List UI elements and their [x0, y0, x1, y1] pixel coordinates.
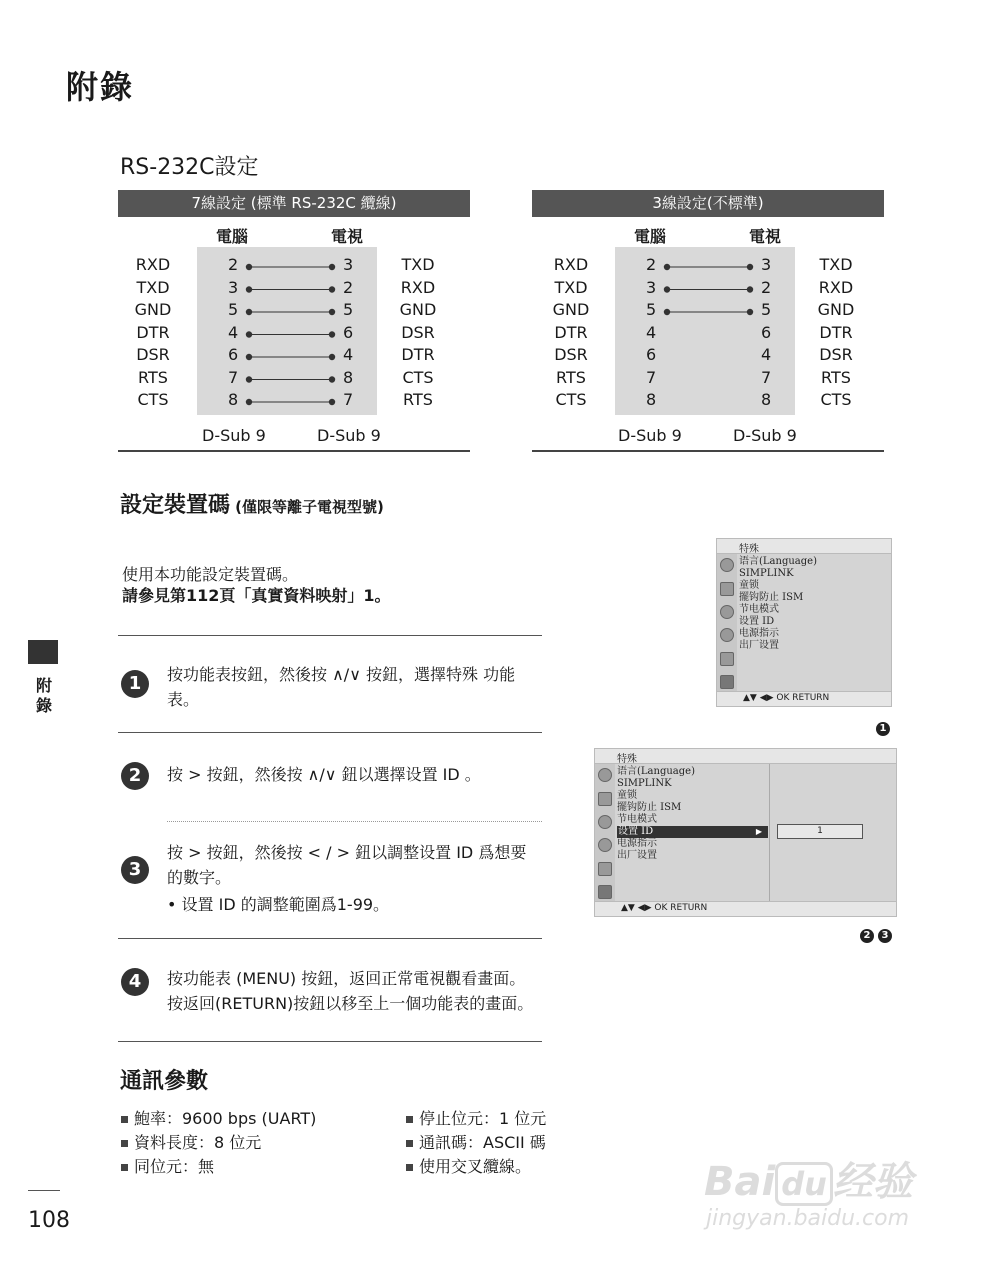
menu-footer	[595, 901, 896, 916]
menu-item-label: 擺钩防止 ISM	[739, 592, 804, 603]
watermark-url: jingyan.baidu.com	[706, 1206, 910, 1231]
input-icon	[598, 885, 612, 899]
wiring-diagram	[118, 190, 470, 452]
picture-icon	[720, 558, 734, 572]
menu-item-label: 出厂设置	[739, 640, 779, 651]
col-pc-label: 電腦	[634, 227, 667, 246]
menu-item-label: 出厂设置	[617, 850, 657, 861]
menu-header	[595, 749, 896, 764]
step-3-line1: 按 > 按鈕，然後按 < / > 鈕以調整设置 ID 爲想要	[167, 843, 527, 862]
menu-screenshot-1	[716, 538, 892, 707]
signal-name-pc: CTS	[555, 390, 587, 409]
menu-item[interactable]	[739, 580, 759, 592]
comm-param	[406, 1155, 546, 1179]
menu-item-label: 语言(Language)	[739, 556, 817, 567]
menu-item-label: 设置 ID	[739, 616, 775, 627]
signal-name-pc: CTS	[137, 390, 169, 409]
step-3-bullet-text: 设置 ID 的調整範圍爲1-99。	[181, 895, 390, 914]
time-icon	[720, 628, 734, 642]
signal-name-tv: DSR	[401, 322, 435, 342]
comm-title: 通訊參數	[120, 1069, 209, 1094]
pin-number-tv: 2	[761, 277, 772, 297]
audio-icon	[720, 605, 734, 619]
step-4-text	[167, 966, 567, 1016]
menu-item-label: 擺钩防止 ISM	[617, 802, 682, 813]
pin-number-pc: 4	[228, 322, 239, 342]
comm-param-text: 同位元：無	[134, 1157, 215, 1176]
pin-number-tv: 7	[761, 367, 772, 387]
wire-endpoint	[329, 286, 335, 292]
signal-name-pc: RXD	[553, 255, 589, 274]
dsub-tv-label: D-Sub 9	[733, 426, 797, 445]
comm-param	[121, 1155, 316, 1179]
comm-param	[406, 1107, 546, 1131]
signal-name-tv: TXD	[819, 255, 853, 274]
menu-item[interactable]	[739, 628, 779, 640]
pin-number-pc: 7	[646, 367, 657, 387]
comm-param-text: 通訊碼：ASCII 碼	[419, 1133, 546, 1152]
signal-name-tv: RXD	[818, 277, 854, 297]
menu-header-label: 特殊	[739, 544, 759, 555]
menu-footer-text: ▲▼ ◀▶ OK RETURN	[621, 903, 708, 913]
bullet-square-icon	[406, 1140, 413, 1147]
wire-endpoint	[246, 376, 252, 382]
comm-param	[121, 1131, 316, 1155]
step-3-line2: 的數字。	[167, 868, 232, 887]
menu-item-label: 电源指示	[617, 838, 657, 849]
step-3-bullet: • 设置 ID 的調整範圍爲1-99。	[167, 895, 390, 914]
menu-item[interactable]	[617, 802, 681, 814]
wiring-diagram	[532, 190, 884, 452]
bullet-square-icon	[406, 1164, 413, 1171]
menu-item-label: 设置 ID	[618, 826, 654, 837]
wire-endpoint	[747, 286, 753, 292]
setid-intro	[122, 564, 391, 606]
signal-name-tv: DTR	[819, 322, 853, 342]
comm-param-text: 鮑率：9600 bps (UART)	[134, 1109, 317, 1128]
watermark-brand-box: du	[775, 1162, 833, 1206]
wire-endpoint	[329, 376, 335, 382]
pin-number-pc: 3	[228, 277, 239, 297]
signal-name-pc: GND	[134, 300, 172, 319]
col-pc-label: 電腦	[216, 227, 249, 246]
menu-footer-text: ▲▼ ◀▶ OK RETURN	[743, 693, 830, 703]
pin-number-tv: 6	[343, 322, 354, 342]
divider	[118, 635, 542, 636]
side-tab-char: 附	[36, 676, 53, 695]
signal-name-pc: RXD	[135, 255, 171, 274]
screenshot-3-badge: 3	[878, 929, 892, 943]
wire-endpoint	[246, 286, 252, 292]
pin-number-tv: 6	[761, 322, 772, 342]
signal-name-tv: GND	[399, 300, 437, 319]
menu-item[interactable]	[739, 556, 817, 568]
screen-icon	[720, 582, 734, 596]
signal-name-pc: DSR	[136, 345, 170, 364]
menu-item-label: 电源指示	[739, 628, 779, 639]
bullet-square-icon	[121, 1140, 128, 1147]
page-number-rule	[28, 1190, 60, 1191]
signal-name-tv: DSR	[819, 345, 853, 364]
setid-heading	[120, 488, 384, 519]
wire-endpoint	[747, 309, 753, 315]
pin-number-pc: 5	[228, 300, 239, 319]
pin-number-pc: 6	[646, 345, 657, 364]
menu-item-label: SIMPLINK	[739, 568, 794, 579]
wire-endpoint	[664, 286, 670, 292]
menu-item[interactable]	[617, 766, 695, 778]
signal-name-pc: RTS	[556, 367, 586, 387]
table-rule	[118, 450, 470, 452]
comm-params-right	[406, 1107, 546, 1179]
option-icon	[598, 862, 612, 876]
watermark-brand: Bai	[704, 1159, 776, 1205]
menu-footer	[717, 691, 891, 706]
pin-number-tv: 3	[343, 255, 354, 274]
menu-item-selected[interactable]	[617, 826, 768, 838]
menu-item-label: 节电模式	[739, 604, 779, 615]
wire-endpoint	[246, 309, 252, 315]
pin-number-tv: 4	[343, 345, 354, 364]
menu-item-label: 节电模式	[617, 814, 657, 825]
signal-name-tv: GND	[817, 300, 855, 319]
signal-name-pc: TXD	[136, 277, 170, 297]
comm-params-left	[121, 1107, 316, 1179]
bullet-square-icon	[121, 1116, 128, 1123]
divider	[118, 1041, 542, 1042]
signal-name-tv: RTS	[403, 390, 433, 409]
time-icon	[598, 838, 612, 852]
pin-number-pc: 6	[228, 345, 239, 364]
wire-endpoint	[329, 331, 335, 337]
wire-endpoint	[329, 309, 335, 315]
signal-name-tv: RTS	[821, 367, 851, 387]
menu-header-label: 特殊	[617, 754, 637, 765]
dsub-tv-label: D-Sub 9	[317, 426, 381, 445]
menu-item-label: SIMPLINK	[617, 778, 672, 789]
page-title: 附錄	[66, 68, 135, 106]
menu-item[interactable]	[617, 778, 672, 790]
pin-number-tv: 4	[761, 345, 772, 364]
menu-item-label: 语言(Language)	[617, 766, 695, 777]
step-2-badge: 2	[121, 762, 149, 790]
signal-name-pc: DSR	[554, 345, 588, 364]
signal-name-pc: TXD	[554, 277, 588, 297]
pin-number-tv: 7	[343, 390, 354, 409]
screen-icon	[598, 792, 612, 806]
submenu-arrow-icon: ▶	[755, 827, 762, 836]
comm-param-text: 使用交叉纜線。	[419, 1157, 532, 1176]
comm-param	[121, 1107, 316, 1131]
dsub-pc-label: D-Sub 9	[618, 426, 682, 445]
pin-number-pc: 7	[228, 367, 239, 387]
menu-item-label: 童锁	[739, 580, 759, 591]
menu-header	[717, 539, 891, 554]
step-2-text: 按 > 按鈕，然後按 ∧/∨ 鈕以選擇设置 ID 。	[167, 765, 481, 784]
comm-param	[406, 1131, 546, 1155]
pin-number-pc: 3	[646, 277, 657, 297]
audio-icon	[598, 815, 612, 829]
setid-value-field[interactable]: 1	[777, 824, 863, 839]
rs232-3wire-header: 3線設定(不標準)	[532, 190, 884, 217]
comm-param-text: 資料長度：8 位元	[134, 1133, 262, 1152]
step-4-line2: 按返回(RETURN)按鈕以移至上一個功能表的畫面。	[167, 994, 534, 1013]
pin-number-pc: 8	[228, 390, 239, 409]
picture-icon	[598, 768, 612, 782]
step-4-line1: 按功能表 (MENU) 按鈕，返回正常電視觀看畫面。	[167, 969, 526, 988]
menu-item[interactable]	[617, 814, 657, 826]
page-number: 108	[28, 1208, 70, 1233]
side-tab-marker	[28, 640, 58, 664]
pin-number-pc: 2	[646, 255, 657, 274]
menu-screenshot-2	[594, 748, 897, 917]
wire-endpoint	[246, 331, 252, 337]
pin-number-pc: 2	[228, 255, 239, 274]
wire-endpoint	[329, 264, 335, 270]
watermark-brand-cn: 经验	[832, 1159, 913, 1205]
signal-name-tv: CTS	[820, 390, 852, 409]
step-1-text	[167, 662, 557, 712]
pin-number-tv: 5	[343, 300, 354, 319]
option-icon	[720, 652, 734, 666]
baidu-watermark	[704, 1150, 913, 1207]
step-3-text	[167, 840, 557, 917]
pin-number-pc: 5	[646, 300, 657, 319]
menu-item[interactable]	[617, 790, 637, 802]
bullet-square-icon	[121, 1164, 128, 1171]
step-1-line1: 按功能表按鈕，然後按 ∧/∨ 按鈕，選擇特殊 功能	[167, 665, 516, 684]
wire-endpoint	[664, 264, 670, 270]
menu-icon-column	[595, 764, 615, 902]
step-3-badge: 3	[121, 856, 149, 884]
signal-name-pc: RTS	[138, 367, 168, 387]
menu-item[interactable]	[617, 838, 657, 850]
wire-endpoint	[329, 354, 335, 360]
menu-item[interactable]	[617, 850, 657, 862]
menu-item[interactable]	[739, 592, 803, 604]
menu-item[interactable]	[739, 568, 794, 580]
step-4-badge: 4	[121, 968, 149, 996]
dsub-pc-label: D-Sub 9	[202, 426, 266, 445]
menu-item-label: 童锁	[617, 790, 637, 801]
rs232-7wire-header: 7線設定 (標準 RS-232C 纜線)	[118, 190, 470, 217]
pin-number-pc: 4	[646, 322, 657, 342]
step-1-line2: 表。	[167, 690, 200, 709]
menu-divider	[769, 764, 770, 902]
side-tab-label	[36, 676, 52, 716]
pin-number-pc: 8	[646, 390, 657, 409]
rs232-title: RS-232C設定	[120, 155, 259, 180]
col-tv-label: 電視	[331, 227, 364, 246]
menu-item[interactable]	[739, 616, 774, 628]
pin-number-tv: 8	[343, 367, 354, 387]
bullet-square-icon	[406, 1116, 413, 1123]
screenshot-2-badge: 2	[860, 929, 874, 943]
signal-name-tv: TXD	[401, 255, 435, 274]
menu-item[interactable]	[739, 604, 779, 616]
menu-icon-column	[717, 554, 737, 692]
wire-endpoint	[329, 399, 335, 405]
pin-number-tv: 2	[343, 277, 354, 297]
setid-title: 設定裝置碼	[120, 493, 231, 518]
setid-intro-line1: 使用本功能設定裝置碼。	[122, 565, 299, 584]
signal-name-tv: DTR	[401, 345, 435, 364]
wire-endpoint	[664, 309, 670, 315]
wire-endpoint	[246, 354, 252, 360]
side-tab-char: 錄	[36, 696, 53, 715]
pin-number-tv: 3	[761, 255, 772, 274]
divider	[118, 732, 542, 733]
rs232-7wire-table	[118, 190, 470, 452]
comm-param-text: 停止位元：1 位元	[419, 1109, 547, 1128]
signal-name-pc: DTR	[136, 322, 170, 342]
screenshot-1-badge: 1	[876, 722, 890, 736]
wire-endpoint	[246, 399, 252, 405]
signal-name-tv: RXD	[400, 277, 436, 297]
wire-endpoint	[747, 264, 753, 270]
wire-endpoint	[246, 264, 252, 270]
rs232-3wire-table	[532, 190, 884, 452]
signal-name-pc: GND	[552, 300, 590, 319]
divider	[118, 938, 542, 939]
col-tv-label: 電視	[749, 227, 782, 246]
input-icon	[720, 675, 734, 689]
signal-name-pc: DTR	[554, 322, 588, 342]
setid-intro-line2: 請參見第112頁「真實資料映射」1。	[122, 586, 391, 605]
step-1-badge: 1	[121, 670, 149, 698]
menu-item[interactable]	[739, 640, 779, 652]
signal-name-tv: CTS	[402, 367, 434, 387]
dotted-divider	[167, 821, 542, 822]
setid-subtitle: (僅限等離子電視型號)	[235, 498, 384, 516]
pin-number-tv: 8	[761, 390, 772, 409]
table-rule	[532, 450, 884, 452]
pin-number-tv: 5	[761, 300, 772, 319]
